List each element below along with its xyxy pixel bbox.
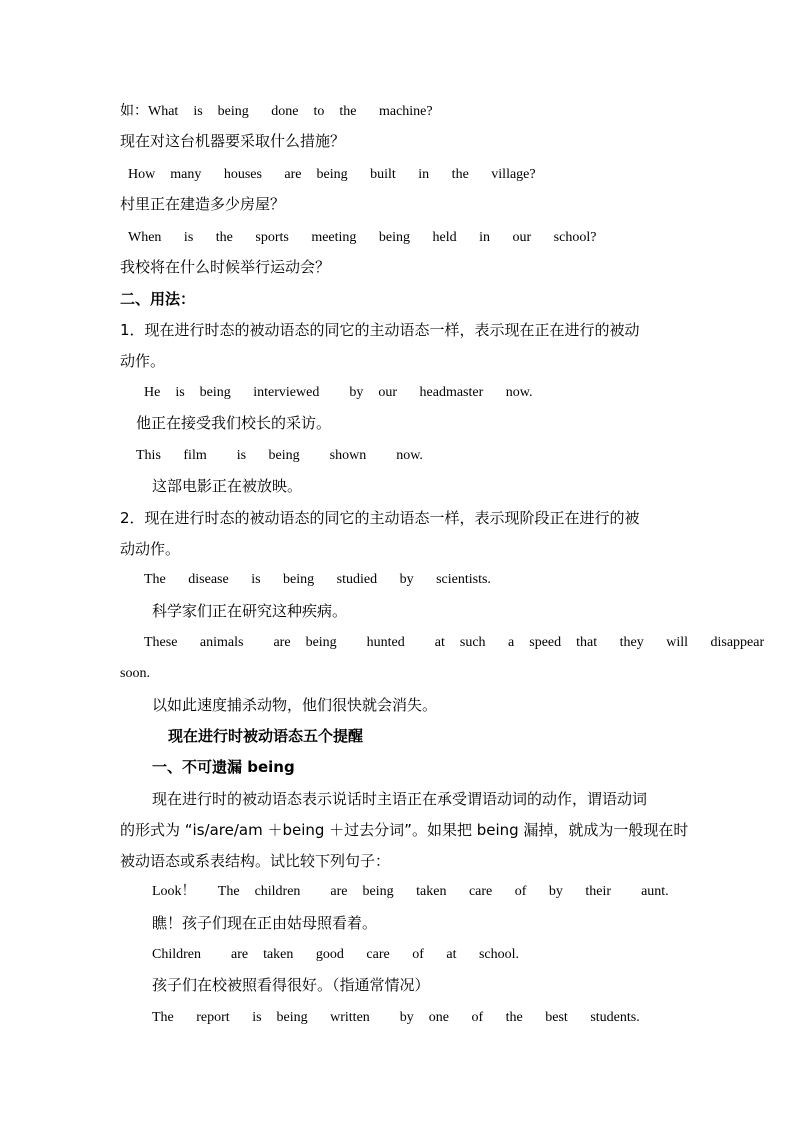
example-line-9: Children are taken good care of at school. xyxy=(152,947,520,962)
example-line-2: How many houses are being built in the village? xyxy=(128,167,536,182)
reminder-1-para-line-1: 现在进行时的被动语态表示说话时主语正在承受谓语动词的动作，谓语动词 xyxy=(152,790,648,808)
example-line-6: The disease is being studied by scientists. xyxy=(144,572,491,587)
example-line-8: Look！ The children are being taken care of by their aunt. xyxy=(152,884,669,899)
reminder-1-para-line-3: 被动语态或系表结构。试比较下列句子： xyxy=(120,852,391,870)
translation-line-2: 村里正在建造多少房屋？ xyxy=(120,195,286,213)
translation-line-5: 这部电影正在被放映。 xyxy=(152,477,303,495)
section-heading-usage: 二、用法： xyxy=(120,290,196,308)
example-line-7: These animals are being hunted at such a speed that they will disappear xyxy=(144,635,765,650)
translation-line-8: 瞧！孩子们现在正由姑母照看着。 xyxy=(152,914,378,932)
section-title-five-reminders: 现在进行时被动语态五个提醒 xyxy=(168,727,364,745)
reminder-1-heading: 一、不可遗漏 being xyxy=(152,758,295,776)
example-line-1: 如：What is being done to the machine? xyxy=(120,104,433,119)
example-line-5: This film is being shown now. xyxy=(136,448,423,463)
translation-line-4: 他正在接受我们校长的采访。 xyxy=(136,414,332,432)
translation-line-3: 我校将在什么时候举行运动会？ xyxy=(120,258,331,276)
example-line-7-cont: soon. xyxy=(120,666,150,681)
usage-2-line-1: 2．现在进行时态的被动语态的同它的主动语态一样，表示现阶段正在进行的被 xyxy=(120,509,640,527)
translation-line-7: 以如此速度捕杀动物，他们很快就会消失。 xyxy=(152,696,438,714)
example-line-3: When is the sports meeting being held in our school? xyxy=(128,230,597,245)
translation-line-1: 现在对这台机器要采取什么措施？ xyxy=(120,132,346,150)
example-line-10: The report is being written by one of the best students. xyxy=(152,1010,640,1025)
reminder-1-para-line-2: 的形式为 “is/are/am ＋being ＋过去分词”。如果把 being 漏掉，就成为一般现在时 xyxy=(120,821,689,839)
usage-1-line-1: 1．现在进行时态的被动语态的同它的主动语态一样，表示现在正在进行的被动 xyxy=(120,321,640,339)
translation-line-9: 孩子们在校被照看得很好。（指通常情况） xyxy=(152,976,430,994)
example-line-4: He is being interviewed by our headmaster now. xyxy=(144,385,533,400)
usage-2-line-2: 动动作。 xyxy=(120,540,181,558)
usage-1-line-2: 动作。 xyxy=(120,352,166,370)
translation-line-6: 科学家们正在研究这种疾病。 xyxy=(152,602,348,620)
